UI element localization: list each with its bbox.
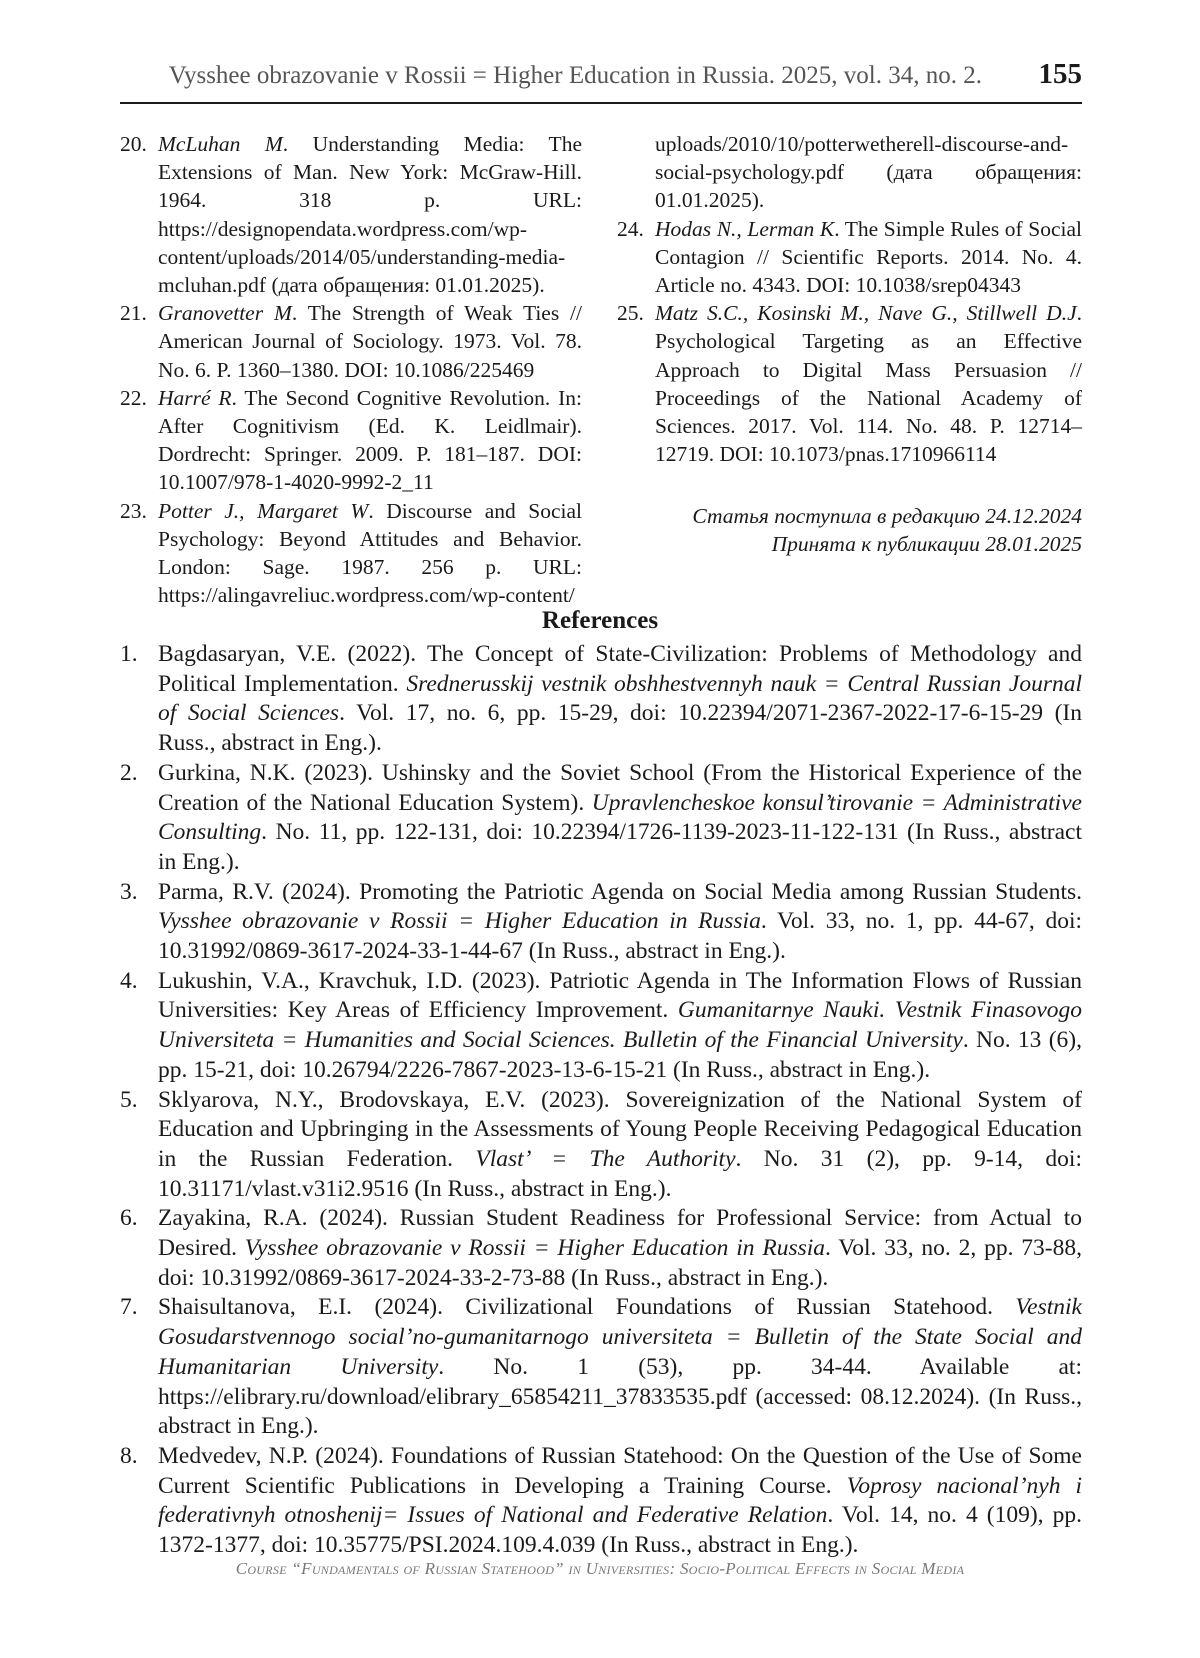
list-item bbox=[120, 497, 582, 610]
ref-number: 20. bbox=[120, 132, 147, 156]
ref-details: . No. 13 (6), pp. 15-21, doi: 10.26794/2226-7867-2023-13-6-15-21 (In Russ., abstract in Eng.). bbox=[158, 1027, 1083, 1083]
received-date: Статья поступила в редакцию 24.12.2024 bbox=[692, 504, 1082, 529]
list-item bbox=[120, 1293, 1082, 1442]
ref-source: Vestnik Gosudarstvennogo social’no-gumanitarnogo universiteta = Bulletin of the State Social and Humanitarian University bbox=[158, 1294, 1082, 1380]
ref-source: Vysshee obrazovanie v Rossii = Higher Education in Russia bbox=[244, 1235, 826, 1262]
list-item bbox=[120, 640, 1082, 759]
ref-text: Zayakina, R.A. (2024). Russian Student Readiness for Professional Service: from Actual to Desired. bbox=[158, 1205, 1082, 1262]
list-item bbox=[120, 1204, 1082, 1293]
accepted-date: Принята к публикации 28.01.2025 bbox=[771, 532, 1082, 557]
ref-author: Harré R bbox=[158, 385, 232, 410]
ref-number: 6. bbox=[120, 1205, 138, 1232]
list-item bbox=[120, 759, 1082, 878]
left-column bbox=[120, 130, 582, 609]
ref-text: . The Second Cognitive Revolution. In: After Cognitivism (Ed. K. Leidlmair). Dordrecht: Springer. 2009. P. 181–187. DOI: 10.1007/978-1-4020-9992-2_11 bbox=[158, 385, 583, 495]
ref-author: Matz S.C., Kosinski M., Nave G., Stillwell D.J bbox=[655, 301, 1077, 326]
ref-source: Srednerusskij vestnik obshhestvennyh nauk = Central Russian Journal of Social Sciences bbox=[158, 670, 1082, 727]
ref-number: 21. bbox=[120, 301, 147, 326]
list-item bbox=[120, 299, 582, 384]
ref-number: 24. bbox=[617, 216, 644, 241]
ref-text: . The Strength of Weak Ties // American Journal of Sociology. 1973. Vol. 78. No. 6. P. 1360–1380. DOI: 10.1086/225469 bbox=[158, 301, 583, 382]
ref-number: 4. bbox=[120, 967, 138, 994]
list-item bbox=[120, 1442, 1082, 1561]
list-item bbox=[617, 130, 1082, 215]
ref-number: 7. bbox=[120, 1294, 138, 1321]
ref-number: 22. bbox=[120, 385, 147, 410]
ref-author: Potter J., Margaret W bbox=[158, 498, 369, 523]
ref-source: Vysshee obrazovanie v Rossii = Higher Education in Russia bbox=[158, 908, 761, 935]
ref-text: . Discourse and Social Psychology: Beyond Attitudes and Behavior. London: Sage. 1987. 256 p. URL: https://alingavreliuc.wordpress.com/wp-content/ bbox=[158, 498, 582, 608]
journal-title: Vysshee obrazovanie v Rossii = Higher Education in Russia. 2025, vol. 34, no. 2. bbox=[168, 62, 982, 89]
ref-number: 5. bbox=[120, 1086, 138, 1113]
ref-details: . No. 1 (53), pp. 34-44. Available at: https://elibrary.ru/download/elibrary_65854211_37833535.pdf (accessed: 08.12.2024). (In Russ., abstract in Eng.). bbox=[158, 1353, 1082, 1440]
ref-details: . Vol. 33, no. 1, pp. 44-67, doi: 10.31992/0869-3617-2024-33-1-44-67 (In Russ., abstract in Eng.). bbox=[158, 908, 1082, 965]
references-heading: References bbox=[541, 607, 659, 634]
list-item bbox=[617, 215, 1082, 300]
ref-details: . Vol. 17, no. 6, pp. 15-29, doi: 10.22394/2071-2367-2022-17-6-15-29 (In Russ., abstract in Eng.). bbox=[158, 700, 1082, 757]
ref-text: . Understanding Media: The Extensions of Man. New York: McGraw-Hill. 1964. 318 p. URL: https://designopendata.wordpress.com/wp-content/uploads/2014/05/understanding-media-mcluhan.pdf (дата обращения: 01.01.2025). bbox=[158, 132, 582, 298]
list-item bbox=[120, 384, 582, 497]
ref-number: 1. bbox=[120, 641, 138, 667]
ref-author: McLuhan M bbox=[158, 132, 283, 156]
right-column bbox=[617, 130, 1082, 558]
ref-source: Upravlencheskoe konsul’tirovanie = Administrative Consulting bbox=[158, 789, 1082, 846]
article-dates bbox=[617, 502, 1082, 558]
ref-number: 3. bbox=[120, 878, 138, 905]
list-item bbox=[120, 878, 1082, 967]
ref-details: . Vol. 14, no. 4 (109), pp. 1372-1377, doi: 10.35775/PSI.2024.109.4.039 (In Russ., abstract in Eng.). bbox=[158, 1502, 1083, 1559]
ref-text: Gurkina, N.K. (2023). Ushinsky and the Soviet School (From the Historical Experience of the Creation of the National Education System). bbox=[158, 759, 1082, 816]
ref-text: Shaisultanova, E.I. (2024). Civilizational Foundations of Russian Statehood. bbox=[158, 1294, 1016, 1321]
ref-text: Bagdasaryan, V.E. (2022). The Concept of State-Civilization: Problems of Methodology and Political Implementation. bbox=[158, 641, 1082, 697]
ref-number: 23. bbox=[120, 498, 147, 523]
list-item bbox=[120, 130, 582, 299]
ref-number: 8. bbox=[120, 1442, 138, 1469]
ref-number: 2. bbox=[120, 759, 138, 786]
ref-continuation: uploads/2010/10/potterwetherell-discourse-and-social-psychology.pdf (дата обращения: 01.01.2025). bbox=[655, 132, 1082, 213]
ref-details: . Vol. 33, no. 2, pp. 73-88, doi: 10.31992/0869-3617-2024-33-2-73-88 (In Russ., abstract in Eng.). bbox=[158, 1235, 1082, 1291]
list-item bbox=[617, 299, 1082, 468]
ref-details: . No. 11, pp. 122-131, doi: 10.22394/1726-1139-2023-11-122-131 (In Russ., abstract in Eng.). bbox=[158, 819, 1082, 875]
page-number: 155 bbox=[1038, 58, 1082, 90]
ref-text: Lukushin, V.A., Kravchuk, I.D. (2023). Patriotic Agenda in The Information Flows of Russian Universities: Key Areas of Efficiency Improvement. bbox=[158, 967, 1082, 1024]
ref-text: . The Simple Rules of Social Contagion // Scientific Reports. 2014. No. 4. Article no. 4343. DOI: 10.1038/srep04343 bbox=[655, 216, 1082, 298]
ref-number: 25. bbox=[617, 301, 644, 326]
running-header bbox=[120, 58, 1082, 104]
ref-details: . No. 31 (2), pp. 9-14, doi: 10.31171/vlast.v31i2.9516 (In Russ., abstract in Eng.). bbox=[158, 1145, 1082, 1202]
list-item bbox=[120, 967, 1082, 1086]
running-footer: Course “Fundamentals of Russian Statehood” in Universities: Socio-Political Effects in Social Media bbox=[235, 1559, 965, 1578]
ref-text: Parma, R.V. (2024). Promoting the Patriotic Agenda on Social Media among Russian Students. bbox=[158, 878, 1082, 905]
ref-source: Gumanitarnye Nauki. Vestnik Finasovogo Universiteta = Humanities and Social Sciences. Bulletin of the Financial University bbox=[158, 997, 1083, 1054]
references-list bbox=[120, 640, 1082, 1561]
ref-author: Hodas N., Lerman K bbox=[655, 216, 835, 241]
ref-source: Voprosy nacional’nyh i federativnyh otnoshenij= Issues of National and Federative Relation bbox=[158, 1472, 1083, 1529]
ref-source: Vlast’ = The Authority bbox=[475, 1145, 736, 1172]
ref-text: . Psychological Targeting as an Effective Approach to Digital Mass Persuasion // Proceedings of the National Academy of Sciences. 2017. Vol. 114. No. 48. P. 12714–12719. DOI: 10.1073/pnas.1710966114 bbox=[655, 301, 1082, 467]
list-item bbox=[120, 1086, 1082, 1205]
ref-text: Sklyarova, N.Y., Brodovskaya, E.V. (2023). Sovereignization of the National System of Education and Upbringing in the Assessments of Young People Receiving Pedagogical Education in the Russian Federation. bbox=[158, 1086, 1082, 1172]
ref-author: Granovetter M bbox=[158, 301, 292, 326]
ref-text: Medvedev, N.P. (2024). Foundations of Russian Statehood: On the Question of the Use of Some Current Scientific Publications in Developing a Training Course. bbox=[158, 1442, 1082, 1499]
